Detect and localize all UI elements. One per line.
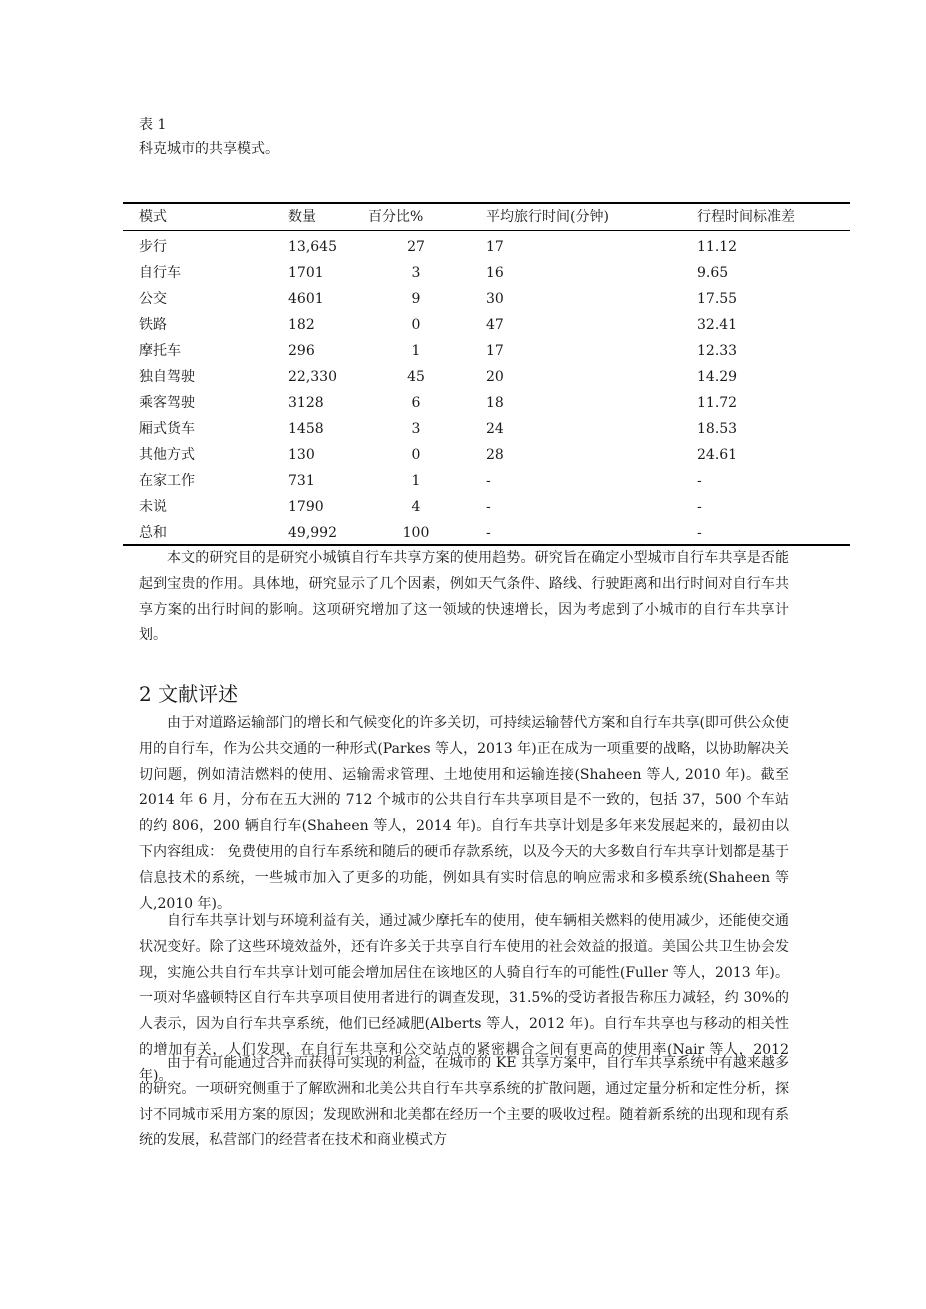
cell-avg-time: 17 [486,239,504,255]
header-mode: 模式 [139,209,167,225]
cell-avg-time: 16 [486,265,504,281]
cell-avg-time: - [486,473,491,489]
cell-percent: 45 [407,369,425,385]
cell-count: 13,645 [288,239,337,255]
cell-count: 731 [288,473,315,489]
table-row [123,442,850,468]
table-row [123,494,850,520]
cell-mode: 自行车 [139,265,181,281]
cell-std-dev: - [697,499,702,515]
cell-std-dev: - [697,473,702,489]
cell-mode: 在家工作 [139,473,195,489]
cell-percent: 3 [411,265,421,281]
cell-mode: 摩托车 [139,343,181,359]
cell-count: 1790 [288,499,324,515]
cell-mode: 乘客驾驶 [139,395,195,411]
cell-std-dev: 18.53 [697,421,738,437]
table-row [123,312,850,338]
cell-std-dev: 17.55 [697,291,738,307]
cell-count: 4601 [288,291,324,307]
cell-count: 49,992 [288,525,337,541]
table-row [123,468,850,494]
cell-avg-time: 30 [486,291,504,307]
cell-std-dev: 14.29 [697,369,738,385]
cell-std-dev: 24.61 [697,447,738,463]
cell-percent: 0 [411,317,421,333]
body-paragraph: 自行车共享计划与环境利益有关，通过减少摩托车的使用，使车辆相关燃料的使用减少，还能使交通状况变好。除了这些环境效益外，还有许多关于共享自行车使用的社会效益的报道。美国公共卫生协会发现，实施公共自行车共享计划可能会增加居住在该地区的人骑自行车的可能性(Fuller 等人，2013 年)。一项对华盛顿特区自行车共享项目使用者进行的调查发现，31.5%的受访者报告称压力减轻，约 30%的人表示，因为自行车共享系统，他们已经减肥(Alberts 等人，2012 年)。自行车共享也与移动的相关性的增加有关，人们发现，在自行车共享和公交站点的紧密耦合之间有更高的使用率(Nair 等人，2012 年)。 [139,913,789,1084]
table-row [123,286,850,312]
body-paragraph: 由于对道路运输部门的增长和气候变化的许多关切，可持续运输替代方案和自行车共享(即可供公众使用的自行车，作为公共交通的一种形式(Parkes 等人，2013 年)正在成为一项重要的战略，以协助解决关切问题，例如清洁燃料的使用、运输需求管理、土地使用和运输连接(Shaheen 等人, 2010 年)。截至 2014 年 6 月，分布在五大洲的 712 个城市的公共自行车共享项目是不一致的，包括 37，500 个车站的约 806，200 辆自行车(Shaheen 等人，2014 年)。自行车共享计划是多年来发展起来的，最初由以下内容组成： 免费使用的自行车系统和随后的硬币存款系统，以及今天的大多数自行车共享计划都是基于信息技术的系统，一些城市加入了更多的功能，例如具有实时信息的响应需求和多模系统(Shaheen 等人,2010 年)。 [139,715,789,912]
cell-avg-time: 28 [486,447,504,463]
cell-count: 22,330 [288,369,337,385]
cell-mode: 独自驾驶 [139,369,195,385]
table-row-total [123,520,850,546]
table-label: 表 1 [139,117,167,133]
cell-count: 1701 [288,265,324,281]
cell-count: 130 [288,447,315,463]
cell-avg-time: 24 [486,421,504,437]
cell-std-dev: 9.65 [697,265,729,281]
cell-mode: 公交 [139,291,167,307]
table-caption: 科克城市的共享模式。 [139,141,279,157]
cell-percent: 6 [411,395,421,411]
cell-percent: 3 [411,421,421,437]
cell-avg-time: 20 [486,369,504,385]
cell-percent: 4 [411,499,421,515]
cell-avg-time: 17 [486,343,504,359]
cell-mode: 其他方式 [139,447,195,463]
header-avg-time: 平均旅行时间(分钟) [486,209,609,225]
cell-mode: 未说 [139,499,167,515]
cell-percent: 100 [402,525,430,541]
cell-std-dev: - [697,525,702,541]
cell-percent: 9 [411,291,421,307]
header-std-dev: 行程时间标准差 [697,209,795,225]
cell-mode: 厢式货车 [139,421,195,437]
table-row [123,338,850,364]
header-percent: 百分比% [368,209,424,225]
cell-avg-time: - [486,499,491,515]
table-row [123,364,850,390]
cell-std-dev: 11.12 [697,239,738,255]
cell-count: 1458 [288,421,324,437]
cell-percent: 27 [407,239,425,255]
table-row [123,416,850,442]
cell-percent: 0 [411,447,421,463]
cell-count: 3128 [288,395,324,411]
cell-std-dev: 12.33 [697,343,738,359]
body-paragraph: 由于有可能通过合并而获得可实现的利益，在城市的 KE 共享方案中，自行车共享系统中有越来越多的研究。一项研究侧重于了解欧洲和北美公共自行车共享系统的扩散问题，通过定量分析和定性分析，探讨不同城市采用方案的原因；发现欧洲和北美都在经历一个主要的吸收过程。随着新系统的出现和现有系统的发展，私营部门的经营者在技术和商业模式方 [139,1055,789,1149]
table-header-row [123,204,850,230]
cell-mode: 步行 [139,239,167,255]
cell-avg-time: 18 [486,395,504,411]
table-row [123,234,850,260]
section-heading: 2 文献评述 [139,682,239,706]
cell-percent: 1 [411,473,421,489]
cell-count: 296 [288,343,315,359]
cell-mode: 总和 [139,525,167,541]
table-row [123,260,850,286]
table-row [123,390,850,416]
cell-avg-time: - [486,525,491,541]
cell-count: 182 [288,317,315,333]
cell-std-dev: 11.72 [697,395,738,411]
header-count: 数量 [288,209,316,225]
cell-mode: 铁路 [139,317,167,333]
cell-avg-time: 47 [486,317,504,333]
cell-percent: 1 [411,343,421,359]
intro-paragraph: 本文的研究目的是研究小城镇自行车共享方案的使用趋势。研究旨在确定小型城市自行车共享是否能起到宝贵的作用。具体地，研究显示了几个因素，例如天气条件、路线、行驶距离和出行时间对自行车共享方案的出行时间的影响。这项研究增加了这一领域的快速增长，因为考虑到了小城市的自行车共享计划。 [139,550,789,644]
table-header-rule [123,230,850,231]
cell-std-dev: 32.41 [697,317,738,333]
